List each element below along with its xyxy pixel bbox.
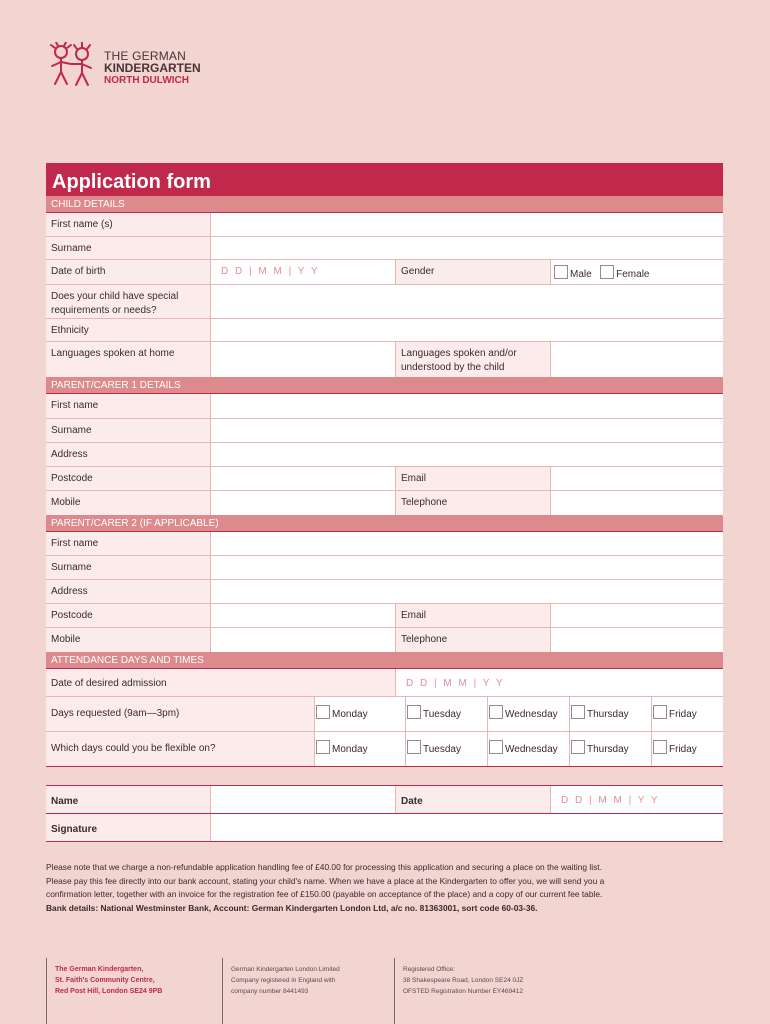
footer-company-line: German Kindergarten London Limited <box>231 966 340 973</box>
fee-notes <box>46 861 726 915</box>
flex-thursday <box>569 732 651 766</box>
p2-postcode-field[interactable] <box>210 604 395 627</box>
req-friday-checkbox[interactable] <box>653 705 667 719</box>
signature-block <box>46 785 723 842</box>
footer-office-line: Registered Office: <box>403 966 455 973</box>
flex-thursday-checkbox[interactable] <box>571 740 585 754</box>
section-parent2: PARENT/CARER 2 (IF APPLICABLE) <box>46 515 723 532</box>
p1-address-field[interactable] <box>210 443 723 466</box>
flex-tuesday-label: Tuesday <box>423 744 461 755</box>
req-wednesday <box>487 697 569 731</box>
p1-postcode-field[interactable] <box>210 467 395 490</box>
req-monday <box>314 697 405 731</box>
child-dob-label: Date of birth <box>46 260 210 284</box>
req-friday-label: Friday <box>669 709 697 720</box>
footer-office-line: 38 Shakespeare Road, London SE24 0JZ <box>403 977 524 984</box>
footer-address-line: The German Kindergarten, <box>55 966 144 973</box>
req-friday <box>651 697 723 731</box>
flex-monday <box>314 732 405 766</box>
child-surname-label: Surname <box>46 237 210 259</box>
flex-friday-checkbox[interactable] <box>653 740 667 754</box>
flex-wednesday <box>487 732 569 766</box>
p2-telephone-field[interactable] <box>550 628 723 652</box>
p2-email-field[interactable] <box>550 604 723 627</box>
languages-understood-field[interactable] <box>550 342 723 377</box>
logo-line1: THE GERMAN <box>104 49 187 63</box>
application-form <box>46 163 723 767</box>
req-monday-label: Monday <box>332 709 368 720</box>
p2-address-field[interactable] <box>210 580 723 603</box>
footer-address-line: St. Faith's Community Centre, <box>55 977 155 984</box>
section-child-details: CHILD DETAILS <box>46 196 723 213</box>
p2-surname-label: Surname <box>46 556 210 579</box>
date-label: Date <box>395 786 550 813</box>
signature-label: Signature <box>46 814 210 841</box>
footer-address <box>46 958 222 1024</box>
p1-first-name-label: First name <box>46 394 210 418</box>
req-tuesday-label: Tuesday <box>423 709 461 720</box>
req-thursday <box>569 697 651 731</box>
p1-email-field[interactable] <box>550 467 723 490</box>
req-monday-checkbox[interactable] <box>316 705 330 719</box>
req-tuesday-checkbox[interactable] <box>407 705 421 719</box>
req-tuesday <box>405 697 487 731</box>
p2-surname-field[interactable] <box>210 556 723 579</box>
male-label: Male <box>570 269 592 280</box>
section-attendance: ATTENDANCE DAYS AND TIMES <box>46 652 723 669</box>
name-field[interactable] <box>210 786 395 813</box>
p1-surname-field[interactable] <box>210 419 723 442</box>
note-line3: confirmation letter, together with an invoice for the registration fee of £150.00 (payable on acceptance of the place) and a copy of our current fee table. <box>46 889 603 899</box>
flex-tuesday-checkbox[interactable] <box>407 740 421 754</box>
child-dob-field[interactable]: D D | M M | Y Y <box>210 260 395 284</box>
child-surname-field[interactable] <box>210 237 723 259</box>
child-first-name-field[interactable] <box>210 213 723 236</box>
logo-line3: NORTH DULWICH <box>104 75 189 86</box>
flex-friday-label: Friday <box>669 744 697 755</box>
p2-postcode-label: Postcode <box>46 604 210 627</box>
p2-first-name-field[interactable] <box>210 532 723 555</box>
gender-label: Gender <box>395 260 550 284</box>
req-thursday-label: Thursday <box>587 709 629 720</box>
section-parent1: PARENT/CARER 1 DETAILS <box>46 377 723 394</box>
p1-address-label: Address <box>46 443 210 466</box>
footer-company-line: company number 8441493 <box>231 988 309 995</box>
ethnicity-field[interactable] <box>210 319 723 341</box>
admission-label: Date of desired admission <box>46 669 395 696</box>
req-thursday-checkbox[interactable] <box>571 705 585 719</box>
p1-mobile-field[interactable] <box>210 491 395 515</box>
footer-address-line: Red Post Hill, London SE24 9PB <box>55 988 163 995</box>
req-wednesday-label: Wednesday <box>505 709 558 720</box>
signature-field[interactable] <box>210 814 723 841</box>
flex-wednesday-label: Wednesday <box>505 744 558 755</box>
children-logo-icon <box>46 42 98 90</box>
ethnicity-label: Ethnicity <box>46 319 210 341</box>
flex-monday-checkbox[interactable] <box>316 740 330 754</box>
languages-home-field[interactable] <box>210 342 395 377</box>
p2-email-label: Email <box>395 604 550 627</box>
p1-first-name-field[interactable] <box>210 394 723 418</box>
p1-surname-label: Surname <box>46 419 210 442</box>
male-checkbox[interactable] <box>554 265 568 279</box>
form-title: Application form <box>46 163 723 196</box>
bank-details: Bank details: National Westminster Bank, Account: German Kindergarten London Ltd, a/c no. 81363001, sort code 60-03-36. <box>46 902 538 913</box>
flex-monday-label: Monday <box>332 744 368 755</box>
p2-telephone-label: Telephone <box>395 628 550 652</box>
footer-company <box>222 958 394 1024</box>
note-line1: Please note that we charge a non-refundable application handling fee of £40.00 for processing this application and securing a place on the waiting list. <box>46 862 602 872</box>
p1-mobile-label: Mobile <box>46 491 210 515</box>
name-label: Name <box>46 786 210 813</box>
footer-company-line: Company registered in England with <box>231 977 336 984</box>
female-checkbox[interactable] <box>600 265 614 279</box>
flexible-days-label: Which days could you be flexible on? <box>46 732 314 766</box>
p1-telephone-label: Telephone <box>395 491 550 515</box>
special-needs-field[interactable] <box>210 285 723 318</box>
days-requested-label: Days requested (9am—3pm) <box>46 697 314 731</box>
languages-understood-label: Languages spoken and/or understood by the child <box>395 342 550 377</box>
p1-email-label: Email <box>395 467 550 490</box>
flex-wednesday-checkbox[interactable] <box>489 740 503 754</box>
footer <box>46 958 726 1024</box>
flex-thursday-label: Thursday <box>587 744 629 755</box>
p2-mobile-label: Mobile <box>46 628 210 652</box>
req-wednesday-checkbox[interactable] <box>489 705 503 719</box>
p2-mobile-field[interactable] <box>210 628 395 652</box>
child-first-name-label: First name (s) <box>46 213 210 236</box>
special-needs-label: Does your child have special requirements or needs? <box>46 285 210 318</box>
languages-home-label: Languages spoken at home <box>46 342 210 377</box>
flex-friday <box>651 732 723 766</box>
admission-date-field[interactable]: D D | M M | Y Y <box>395 669 723 696</box>
female-label: Female <box>616 269 650 280</box>
footer-office-line: OFSTED Registration Number EY469412 <box>403 988 523 995</box>
gender-options <box>550 260 723 284</box>
date-field[interactable]: D D | M M | Y Y <box>550 786 723 813</box>
footer-registered-office <box>394 958 594 1024</box>
note-line2: Please pay this fee directly into our bank account, stating your child's name. When we have a place at the Kindergarten to offer you, we will send you a <box>46 875 605 886</box>
p1-postcode-label: Postcode <box>46 467 210 490</box>
p1-telephone-field[interactable] <box>550 491 723 515</box>
p2-address-label: Address <box>46 580 210 603</box>
flex-tuesday <box>405 732 487 766</box>
logo-line2: KINDERGARTEN <box>104 61 201 75</box>
p2-first-name-label: First name <box>46 532 210 555</box>
